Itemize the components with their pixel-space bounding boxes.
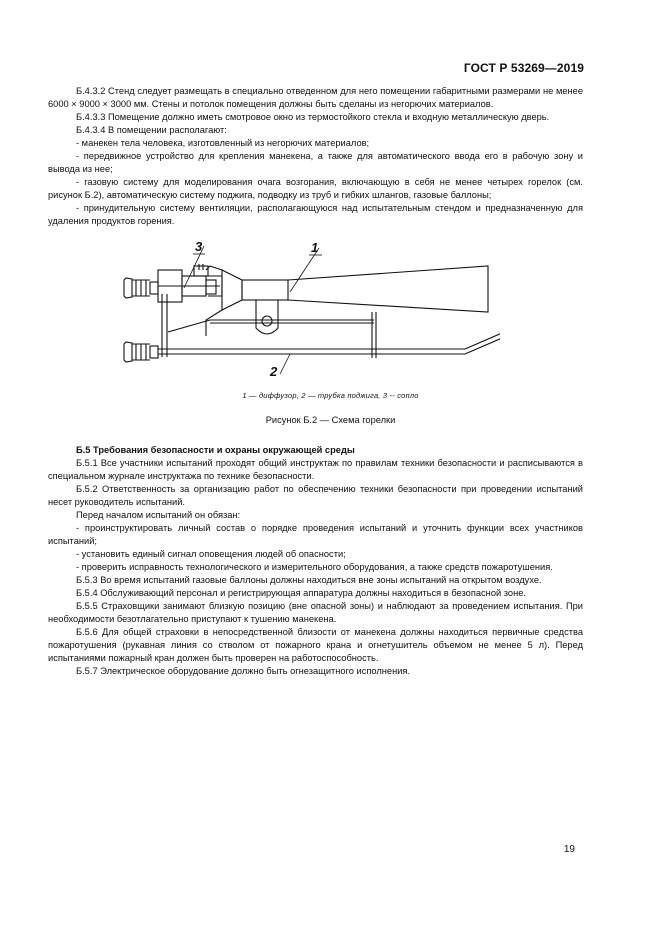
callout-1: 1 [311, 240, 319, 255]
paragraph: Б.5.5 Страховщики занимают близкую позицию (вне опасной зоны) и наблюдают за проведением испытания. При необходимости безотлагательно приступают к тушению манекена. [48, 601, 583, 624]
lower-handle [124, 342, 158, 362]
list-item: - газовую систему для моделирования очага возгорания, включающую в себя не менее четырех горелок (см. рисунок Б.2), автоматическую систему поджига, подводку из труб и гибких шлангов, газовые баллоны; [48, 177, 583, 200]
page-number: 19 [563, 844, 575, 855]
paragraph: Б.5.1 Все участники испытаний проходят общий инструктаж по правилам техники безопасности и расписываются в специальном журнале инструктажа по технике безопасности. [48, 458, 583, 481]
section-title: Б.5 Требования безопасности и охраны окружающей среды [76, 445, 355, 455]
paragraph: Б.4.3.3 Помещение должно иметь смотровое окно из термостойкого стекла и входную металлическую дверь. [76, 112, 550, 122]
section-b4-text [48, 85, 583, 228]
diffuser [206, 266, 488, 336]
list-item: - установить единый сигнал оповещения людей об опасности; [76, 549, 346, 559]
burner-diagram [110, 236, 500, 376]
list-item: - манекен тела человека, изготовленный из негорючих материалов; [76, 138, 370, 148]
callout-3: 3 [195, 239, 203, 254]
list-item: - принудительную систему вентиляции, располагающуюся над испытательным стендом и предназначенную для удаления продуктов горения. [48, 203, 583, 226]
figure-legend: 1 — диффузор, 2 — трубка поджига, 3 -- сопло [242, 391, 419, 400]
paragraph: Б.5.3 Во время испытаний газовые баллоны должны находиться вне зоны испытаний на открытом воздухе. [76, 575, 542, 585]
list-item: - проинструктировать личный состав о порядке проведения испытаний и уточнить функции всех участников испытаний; [48, 523, 583, 546]
ignition-tube [158, 333, 500, 357]
section-b5-text [48, 444, 583, 678]
paragraph: Б.4.3.2 Стенд следует размещать в специально отведенном для него помещении габаритными размерами не менее 6000 × 9000 × 3000 мм. Стены и потолок помещения должны быть сделаны из негорючих материалов. [48, 86, 583, 109]
paragraph: Б.5.6 Для общей страховки в непосредственной близости от манекена должны находиться первичные средства пожаротушения (рукавная линия со стволом от пожарного крана и огнетушитель объемом не менее 5 л). Перед испытаниями пожарный кран должен быть проверен на работоспособность. [48, 627, 583, 663]
paragraph: Перед началом испытаний он обязан: [76, 510, 241, 520]
paragraph: Б.5.7 Электрическое оборудование должно быть огнезащитного исполнения. [76, 666, 411, 676]
list-item: - проверить исправность технологического и измерительного оборудования, а также средств пожаротушения. [76, 562, 553, 572]
paragraph: Б.5.2 Ответственность за организацию работ по обеспечению техники безопасности при проведении испытаний несет руководитель испытаний. [48, 484, 583, 507]
paragraph: Б.4.3.4 В помещении располагают: [76, 125, 227, 135]
paragraph: Б.5.4 Обслуживающий персонал и регистрирующая аппаратура должны находиться в безопасной зоне. [76, 588, 526, 598]
callout-2: 2 [270, 364, 278, 376]
list-item: - передвижное устройство для крепления манекена, а также для автоматического ввода его в рабочую зону и вывода из нее; [48, 151, 583, 174]
standard-header: ГОСТ Р 53269—2019 [463, 61, 584, 75]
upper-handle [124, 278, 158, 298]
figure-caption: Рисунок Б.2 — Схема горелки [265, 415, 396, 425]
